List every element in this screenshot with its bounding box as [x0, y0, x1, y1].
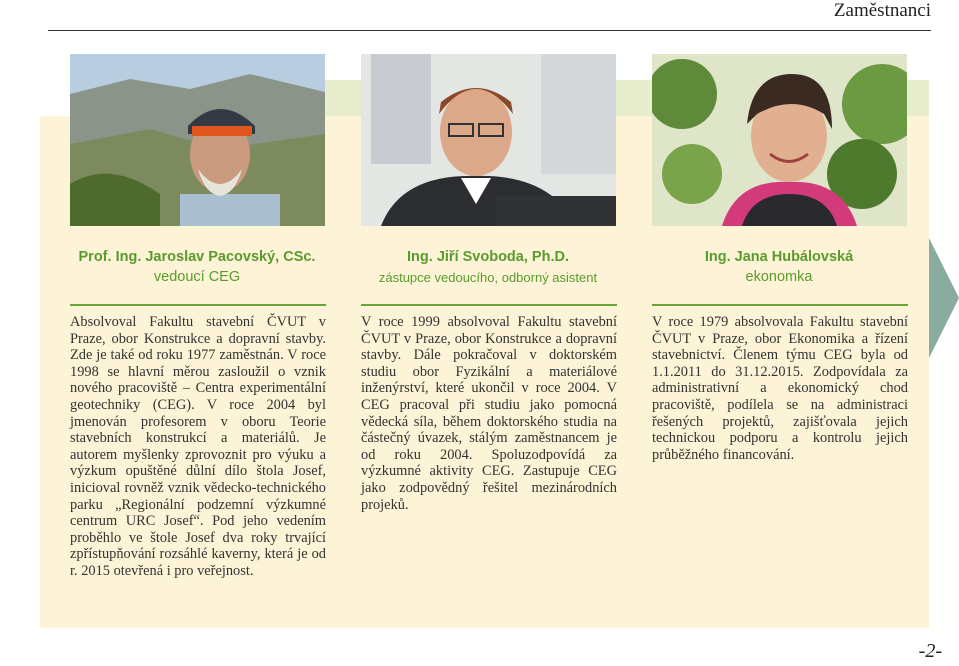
- employee-name: Ing. Jana Hubálovská: [704, 249, 854, 265]
- employee-role: zástupce vedoucího, odborný asistent: [378, 270, 598, 285]
- employee-bio: V roce 1979 absolvovala Fakultu stavební ČVUT v Praze, obor Ekonomika a řízení stavebnictví. Členem týmu CEG byla od 1.1.2011 do 31.12.2015. Zodpovídala za administrativní a ekonomický chod pracoviště, podílela se na administraci řešených projektů, zajišťovala jejich technickou podporu a kontrolu jejich průběžného financování.: [652, 314, 908, 463]
- page-header-title: Zaměstnanci: [833, 0, 931, 21]
- header-rule: [48, 30, 931, 31]
- employee-role: ekonomka: [745, 269, 813, 285]
- employee-bio: Absolvoval Fakultu stavební ČVUT v Praze, obor Konstrukce a dopravní stavby. Zde je také od roku 1977 zaměstnán. V roce 1998 se hlavní měrou zasloužil o vznik nového pracoviště – Centra experimentální geotechniky (CEG). V roce 2004 byl jmenován profesorem v oboru Teorie stavebních konstrukcí a materiálů. Je autorem myšlenky zprovoznit pro výuku a výzkum opuštěné důlní dílo štola Josef, inicioval rovněž vznik vědecko-technického parku „Regionální podzemní výzkumné centrum URC Josef“. Pod jeho vedením proběhlo ve štole Josef dva roky trvající zpřístupňování rozsáhlé kaverny, která je od r. 2015 otevřená i pro veřejnost.: [70, 314, 326, 579]
- employee-name: Prof. Ing. Jaroslav Pacovský, CSc.: [78, 249, 316, 265]
- column-divider: [652, 304, 908, 306]
- page-number: -2-: [918, 640, 942, 662]
- column-divider: [70, 304, 326, 306]
- photo-jaroslav-pacovsky: [70, 54, 325, 226]
- photo-jiri-svoboda: [361, 54, 616, 226]
- photo-jana-hubalovska: [652, 54, 907, 226]
- employee-role: vedoucí CEG: [153, 269, 241, 285]
- employee-bio: V roce 1999 absolvoval Fakultu stavební ČVUT v Praze, obor Konstrukce a dopravní stavby. Dále pokračoval v doktorském studiu obor Fyzikální a materiálové inženýrství, které ukončil v roce 2004. V CEG pracoval při studiu jako pomocná vědecká síla, během doktorského studia na částečný úvazek, stálým zaměstnancem je od roku 2004. Spoluzodpovídá za výzkumné aktivity CEG. Zastupuje CEG jako zodpovědný řešitel mezinárodních projeků.: [361, 314, 617, 513]
- employee-name: Ing. Jiří Svoboda, Ph.D.: [407, 249, 569, 265]
- column-divider: [361, 304, 617, 306]
